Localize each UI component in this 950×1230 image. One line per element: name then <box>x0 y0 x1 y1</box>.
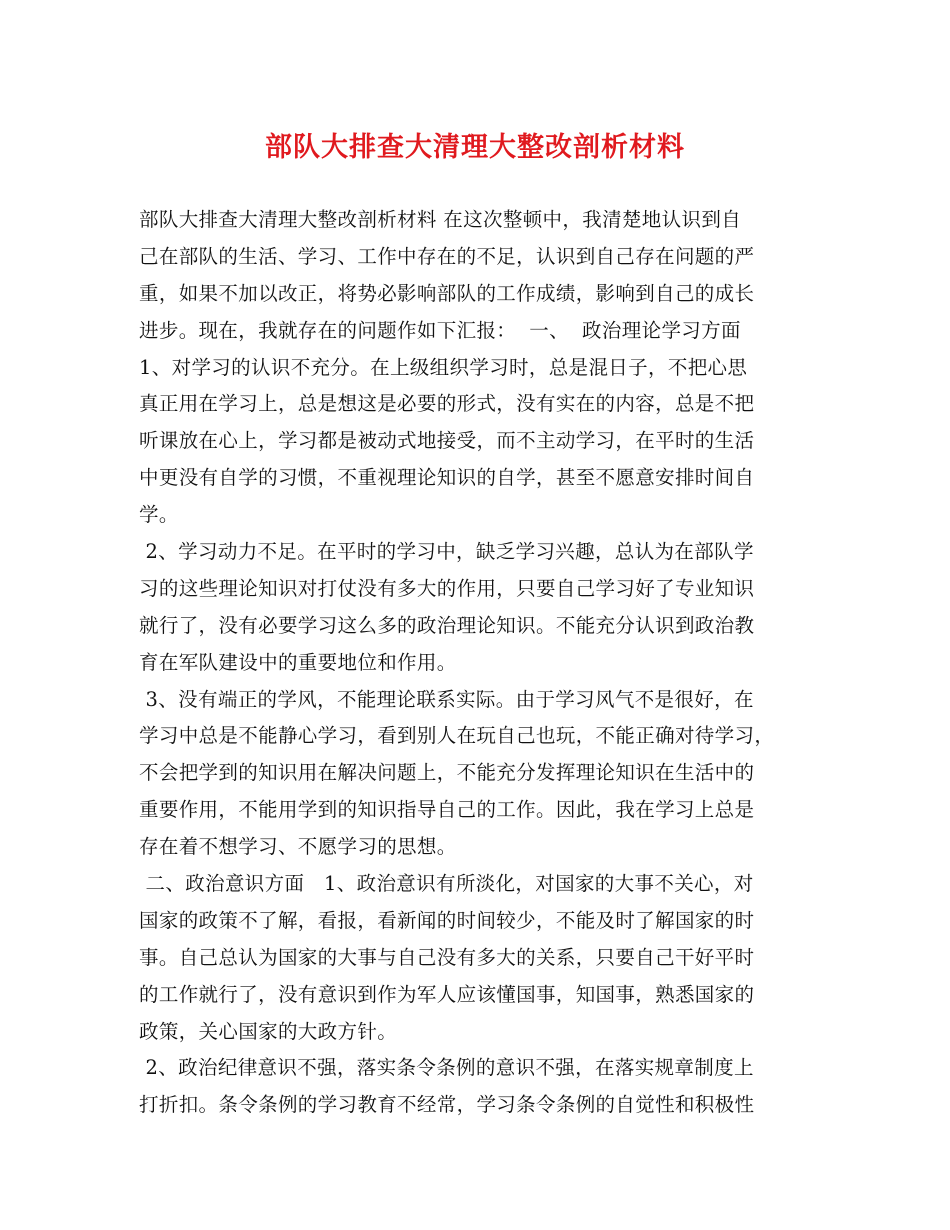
body-line: 学习中总是不能静心学习，看到别人在玩自己也玩，不能正确对待学习， <box>139 724 775 748</box>
body-line: 真正用在学习上，总是想这是必要的形式，没有实在的内容，总是不把 <box>139 392 755 416</box>
body-line: 不会把学到的知识用在解决问题上，不能充分发挥理论知识在生活中的 <box>139 761 755 785</box>
document-title: 部队大排查大清理大整改剖析材料 <box>265 132 685 163</box>
body-line: 1、对学习的认识不充分。在上级组织学习时，总是混日子，不把心思 <box>139 355 748 379</box>
body-line: 国家的政策不了解，看报，看新闻的时间较少，不能及时了解国家的时 <box>139 908 755 932</box>
body-line: 打折扣。条令条例的学习教育不经常，学习条令条例的自觉性和积极性 <box>139 1093 755 1117</box>
body-line: 事。自己总认为国家的大事与自己没有多大的关系，只要自己干好平时 <box>139 945 755 969</box>
body-line: 习的这些理论知识对打仗没有多大的作用，只要自己学习好了专业知识 <box>139 576 755 600</box>
body-line: 重要作用，不能用学到的知识指导自己的工作。因此，我在学习上总是 <box>139 798 755 822</box>
body-line: 育在军队建设中的重要地位和作用。 <box>139 650 457 674</box>
body-line: 部队大排查大清理大整改剖析材料 在这次整顿中，我清楚地认识到自 <box>139 208 742 231</box>
body-line: 2、学习动力不足。在平时的学习中，缺乏学习兴趣，总认为在部队学 <box>139 540 754 564</box>
body-line: 中更没有自学的习惯，不重视理论知识的自学，甚至不愿意安排时间自 <box>139 466 755 490</box>
body-line: 就行了，没有必要学习这么多的政治理论知识。不能充分认识到政治教 <box>139 613 755 637</box>
document-body <box>139 202 819 1124</box>
body-line: 重，如果不加以改正，将势必影响部队的工作成绩，影响到自己的成长 <box>139 281 755 305</box>
body-line: 存在着不想学习、不愿学习的思想。 <box>139 835 457 859</box>
body-line: 政策，关心国家的大政方针。 <box>139 1019 398 1043</box>
body-line: 听课放在心上，学习都是被动式地接受，而不主动学习，在平时的生活 <box>139 429 755 453</box>
body-line: 3、没有端正的学风，不能理论联系实际。由于学习风气不是很好，在 <box>139 687 754 711</box>
body-line: 学。 <box>139 503 179 527</box>
body-line: 进步。现在，我就存在的问题作如下汇报： 一、 政治理论学习方面 <box>139 318 741 342</box>
body-line: 二、政治意识方面 1、政治意识有所淡化，对国家的大事不关心，对 <box>139 872 754 896</box>
body-line: 己在部队的生活、学习、工作中存在的不足，认识到自己存在问题的严 <box>139 244 755 268</box>
body-line: 的工作就行了，没有意识到作为军人应该懂国事，知国事，熟悉国家的 <box>139 982 755 1006</box>
body-line: 2、政治纪律意识不强，落实条令条例的意识不强，在落实规章制度上 <box>139 1056 754 1080</box>
